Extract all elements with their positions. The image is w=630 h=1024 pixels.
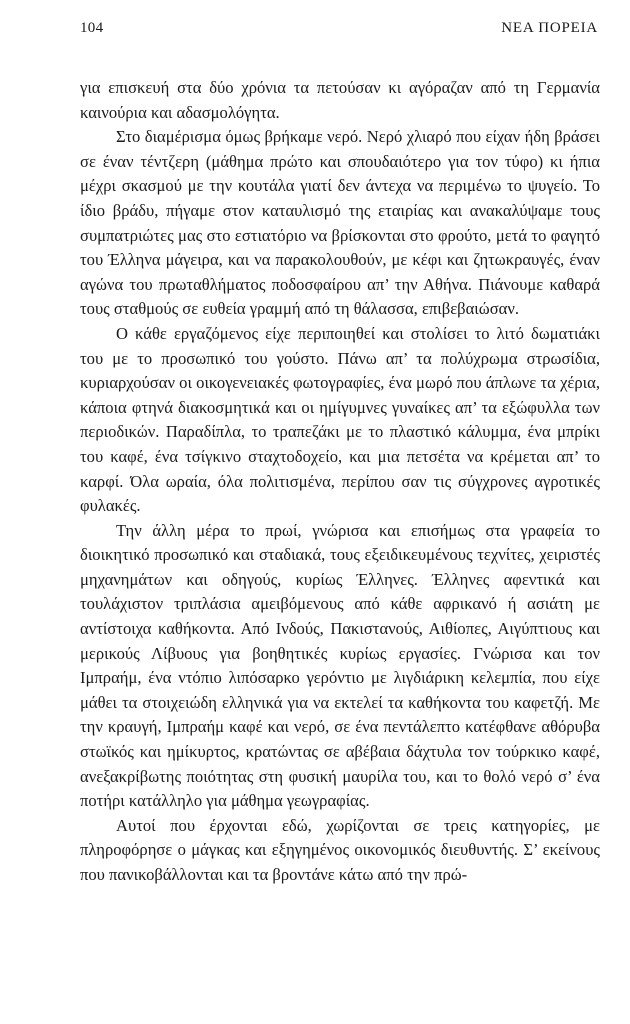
body-text — [80, 76, 600, 888]
page-number: 104 — [80, 20, 104, 36]
paragraph-1: για επισκευή στα δύο χρόνια τα πετούσαν κι αγόραζαν από τη Γερμανία καινούρια και αδασμολόγητα. — [80, 78, 600, 122]
running-title: ΝΕΑ ΠΟΡΕΙΑ — [501, 20, 598, 36]
paragraph-5: Αυτοί που έρχονται εδώ, χωρίζονται σε τρεις κατηγορίες, με πληροφόρησε ο μάγκας και εξηγημένος οικονομικός διευθυντής. Σ’ εκείνους που πανικοβάλλονται και τα βροντάνε κάτω από την πρώ- — [80, 815, 600, 884]
paragraph-4: Την άλλη μέρα το πρωί, γνώρισα και επισήμως στα γραφεία το διοικητικό προσωπικό και σταδιακά, τους εξειδικευμένους τεχνίτες, χειριστές μηχανημάτων και οδηγούς, κυρίως Έλληνες. Έλληνες αφεντικά και τουλάχιστον τριπλάσια αμειβόμενους από κάθε αφρικανό ή ασιάτη με αντίστοιχα καθήκοντα. Από Ινδούς, Πακιστανούς, Αιθίοπες, Αιγύπτιους και μερικούς Λίβυους για βοηθητικές κυρίως εργασίες. Γνώρισα και τον Ιμπραήμ, ένα ντόπιο λιπόσαρκο γερόντιο με λιγδιάρικη κελεμπία, που είχε μάθει τα στοιχειώδη ελληνικά για να εκτελεί τα καθήκοντα του καφετζή. Με την κραυγή, Ιμπραήμ καφέ και νερό, σε ένα πεντάλεπτο κατέφθανε αθόρυβα στωϊκός και ημίκυρτος, κρατώντας σε αβέβαια δάχτυλα τον τούρκικο καφέ, ανεξακρίβωτης ποιότητας στη φυσική μαυρίλα του, και το θολό νερό σ’ ένα ποτήρι κατάλληλο για μάθημα γεωγραφίας. — [80, 520, 600, 811]
page-header — [80, 20, 598, 44]
paragraph-2: Στο διαμέρισμα όμως βρήκαμε νερό. Νερό χλιαρό που είχαν ήδη βράσει σε έναν τέντζερη (μάθημα πρώτο και σπουδαιότερο για τον τύφο) κι ήπια μέχρι σκασμού με την κουτάλα γιατί δεν άντεχα να περιμένω το ψυγείο. Το ίδιο βράδυ, πήγαμε στον καταυλισμό της εταιρίας και ανακαλύψαμε τους συμπατριώτες μας στο εστιατόριο να βρίσκονται στο φρούτο, μετά το φαγητό του Έλληνα μάγειρα, και να παρακολουθούν, με κέφι και ζητωκραυγές, έναν αγώνα του πρωταθλήματος ποδοσφαίρου απ’ την Αθήνα. Πιάνουμε καθαρά τους σταθμούς σε ευθεία γραμμή από τη θάλασσα, επιβεβαιώσαν. — [80, 127, 600, 319]
paragraph-3: Ο κάθε εργαζόμενος είχε περιποιηθεί και στολίσει το λιτό δωματιάκι του με το προσωπικό του γούστο. Πάνω απ’ τα πολύχρωμα στρωσίδια, κυριαρχούσαν οι οικογενειακές φωτογραφίες, ένα μωρό που άπλωνε τα χέρια, κάποια φτηνά διακοσμητικά και οι ημίγυμνες γυναίκες απ’ τα εξώφυλλα των περιοδικών. Παραδίπλα, το τραπεζάκι με το πλαστικό κάλυμμα, ένα μπρίκι του καφέ, ένα τσίγκινο σταχτοδοχείο, και μια πετσέτα να κρέμεται απ’ το καρφί. Όλα ωραία, όλα πολιτισμένα, περίπου σαν τις σύγχρονες αγροτικές φυλακές. — [80, 323, 600, 516]
